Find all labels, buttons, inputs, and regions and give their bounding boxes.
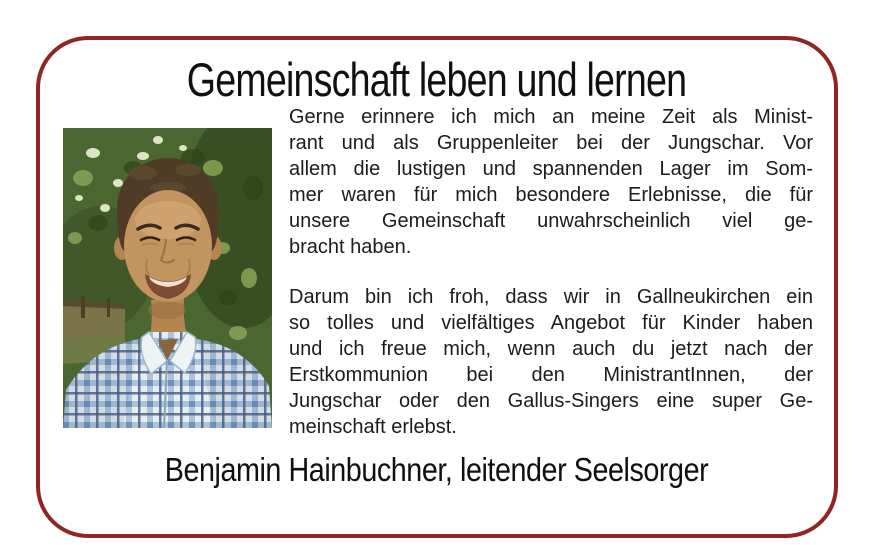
text-line: bracht haben. — [289, 236, 412, 258]
signature-line: Benjamin Hainbuchner, leitender Seelsorger — [164, 451, 709, 488]
text-line: und ich freue mich, wenn auch du jetzt nach der — [289, 338, 813, 360]
text-line: so tolles und vielfältiges Angebot für Kinder haben — [289, 312, 813, 334]
text-line: Erstkommunion bei den MinistrantInnen, der — [289, 364, 813, 386]
paragraph-1 — [289, 104, 813, 260]
text-line: allem die lustigen und spannenden Lager im Som- — [289, 158, 813, 180]
text-line: mer waren für mich besondere Erlebnisse, die für — [289, 184, 813, 206]
body-text — [289, 104, 813, 440]
text-line: Gerne erinnere ich mich an meine Zeit als Minist- — [289, 106, 813, 128]
portrait-photo-illustration — [63, 128, 272, 428]
text-line: meinschaft erlebst. — [289, 416, 457, 438]
text-line: Darum bin ich froh, dass wir in Gallneukirchen ein — [289, 286, 813, 308]
portrait-photo — [63, 128, 272, 428]
text-line: unsere Gemeinschaft unwahrscheinlich viel ge- — [289, 210, 813, 232]
paragraph-2 — [289, 284, 813, 440]
text-line: rant und als Gruppenleiter bei der Jungschar. Vor — [289, 132, 813, 154]
text-line: Jungschar oder den Gallus-Singers eine super Ge- — [289, 390, 813, 412]
page-title: Gemeinschaft leben und lernen — [186, 53, 687, 106]
